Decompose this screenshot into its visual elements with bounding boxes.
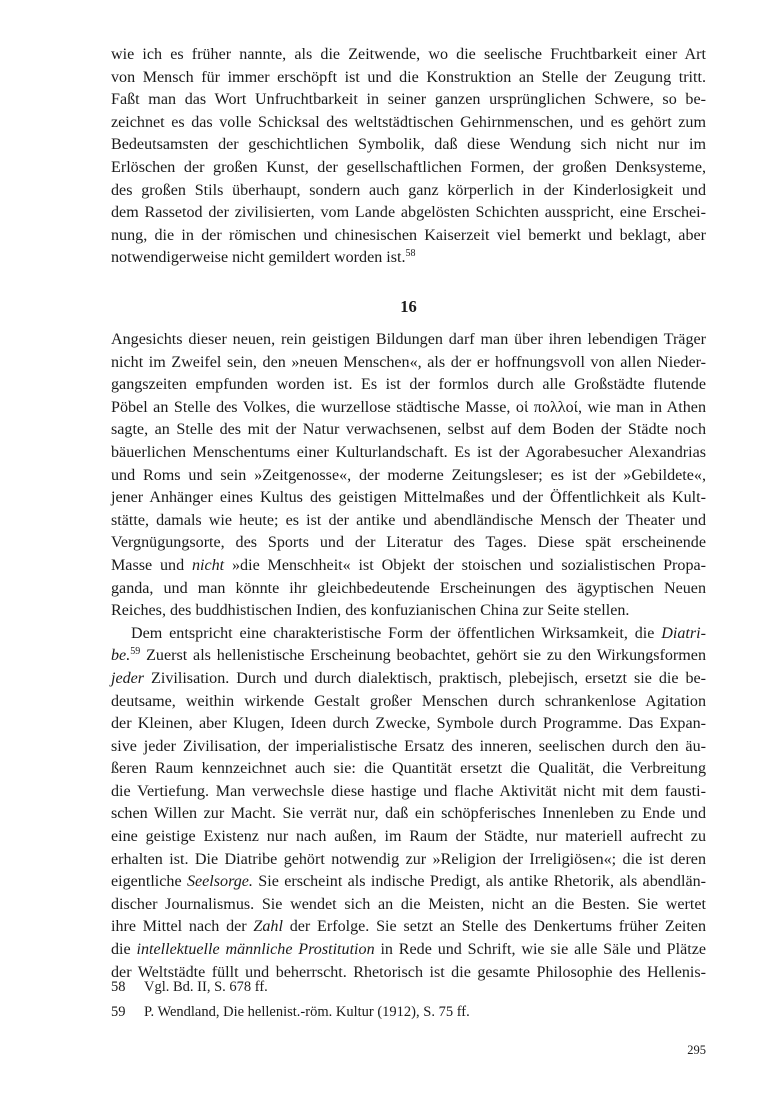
text-line: sagte, an Stelle des mit der Natur verwachsenen, selbst auf dem Boden der Städte noch [111, 421, 706, 439]
text-line [111, 871, 706, 894]
footnote-58 [111, 975, 706, 1000]
text-line [111, 939, 706, 962]
text-span: Zivilisation. Durch und durch dialektisch, praktisch, plebejisch, ersetzt sie die be- [144, 669, 706, 687]
page-number: 295 [687, 1043, 706, 1057]
text-line [111, 668, 706, 691]
text-line: Angesichts dieser neuen, rein geistigen Bildungen darf man über ihren lebendigen Träger [111, 331, 706, 348]
text-line [111, 916, 706, 939]
text-span: Zuerst als hellenistische Erscheinung beobachtet, gehört sie zu den Wirkungsformen [140, 647, 706, 665]
text-line: der Kleinen, aber Klugen, Ideen durch Zwecke, Symbole durch Programme. Das Expan- [111, 715, 706, 733]
text-line [111, 623, 706, 646]
paragraph-continued [111, 44, 706, 270]
footnote-ref-58[interactable]: 58 [405, 248, 416, 260]
text-line: Bedeutsamsten der geschichtlichen Symbolik, daß diese Wendung sich nicht nur im [111, 136, 706, 154]
text-line [111, 247, 706, 270]
text-span: »die Menschheit« ist Objekt der stoischen und sozialistischen Propa- [224, 556, 706, 574]
footnote-59 [111, 1000, 706, 1025]
text-line: eine geistige Existenz nur nach außen, im Raum der Städte, nur materiell aufrecht zu [111, 828, 706, 846]
section-heading: 16 [400, 297, 417, 316]
text-line: jener Anhänger eines Kultus des geistigen Mittelmaßes und der Öffentlichkeit als Kult- [111, 489, 706, 507]
text-line: erhalten ist. Die Diatribe gehört notwendig zur »Religion der Irreligiösen«; die ist deren [111, 850, 706, 868]
text-line: wie ich es früher nannte, als die Zeitwende, wo die seelische Fruchtbarkeit einer Art [111, 46, 706, 63]
text-line: des großen Stils überhaupt, sondern auch ganz körperlich in der Kinderlosigkeit und [111, 181, 706, 199]
text-span: die [111, 941, 137, 959]
text-line: der Weltstädte füllt und beherrscht. Rhetorisch ist die gesamte Philosophie des Hellenis- [111, 963, 706, 981]
footnote-text: Vgl. Bd. II, S. 678 ff. [144, 979, 268, 995]
text-span: eigentliche [111, 873, 187, 891]
text-line: Pöbel an Stelle des Volkes, die wurzellose städtische Masse, οἱ πολλοί, wie man in Athen [111, 398, 706, 416]
emphasis-text: Zahl [253, 918, 283, 936]
text-line: und Roms und sein »Zeitgenosse«, der moderne Zeitungsleser; es ist der »Gebildete«, [111, 466, 706, 484]
text-line: Faßt man das Wort Unfruchtbarkeit in seiner ganzen ursprünglichen Schwere, so be- [111, 91, 706, 109]
text-line: discher Journalismus. Sie wendet sich an die Meisten, nicht an die Besten. Sie wertet [111, 895, 706, 913]
text-line: bäuerlichen Menschentums einer Kulturlandschaft. Es ist der Agorabesucher Alexandrias [111, 443, 706, 461]
text-line: von Mensch für immer erschöpft ist und die Konstruktion an Stelle der Zeugung tritt. [111, 68, 706, 86]
text-line: nicht im Zweifel sein, den »neuen Menschen«, als der er hoffnungsvoll von allen Nieder- [111, 353, 706, 371]
text-line: zeichnet es das volle Schicksal des weltstädtischen Gehirnmenschen, und es gehört zum [111, 113, 706, 131]
text-line: Vergnügungsorte, des Sports und der Literatur des Tages. Diese spät erscheinende [111, 534, 706, 552]
emphasis-text: Diatri- [661, 624, 706, 642]
emphasis-text: intellektuelle männliche Prostitution [136, 941, 375, 959]
text-line: Erlöschen der großen Kunst, der gesellschaftlichen Formen, der großen Denksysteme, [111, 158, 706, 176]
emphasis-text: Seelsorge. [186, 873, 253, 891]
text-line: stätte, damals wie heute; es ist der antike und abendländische Mensch der Theater und [111, 511, 706, 529]
text-span: ihre Mittel nach der [111, 918, 254, 936]
text-line: gangszeiten empfunden worden ist. Es ist der formlos durch alle Großstädte flutende [111, 376, 706, 394]
footnote-number: 58 [111, 979, 126, 995]
text-span: Dem entspricht eine charakteristische Form der öffentlichen Wirksamkeit, die [131, 624, 662, 642]
text-line: nung, die in der römischen und chinesischen Kaiserzeit viel bemerkt und beklagt, aber [111, 226, 706, 244]
emphasis-text: jeder [111, 669, 145, 687]
footnotes [111, 975, 706, 1025]
text-line: sive jeder Zivilisation, der imperialistische Ersatz des inneren, seelischen durch den äu- [111, 737, 706, 755]
text-span: notwendigerweise nicht gemildert worden ist. [111, 249, 406, 267]
emphasis-text: nicht [191, 556, 225, 574]
footnote-text: P. Wendland, Die hellenist.-röm. Kultur (1912), S. 75 ff. [144, 1004, 470, 1020]
footnote-ref-59[interactable]: 59 [130, 646, 141, 658]
text-line [111, 555, 706, 578]
text-span: Masse und [111, 556, 192, 574]
text-span: in Rede und Schrift, wie sie alle Säle und Plätze [374, 941, 707, 959]
emphasis-text: be. [111, 647, 131, 665]
text-line [111, 645, 706, 668]
footnote-number: 59 [111, 1004, 126, 1020]
text-line: Reiches, des buddhistischen Indien, des konfuzianischen China zur Seite stellen. [111, 602, 630, 620]
text-line: deutsame, weithin wirkende Gestalt großer Menschen durch schrankenlose Agitation [111, 692, 706, 710]
text-span: Sie erscheint als indische Predigt, als antike Rhetorik, als abendlän- [252, 873, 707, 891]
text-line: dem Rassetod der zivilisierten, vom Lande abgelösten Schichten ausspricht, eine Erschei- [111, 204, 706, 222]
text-span: der Erfolge. Sie setzt an Stelle des Denkertums früher Zeiten [282, 918, 706, 936]
section-body [111, 329, 706, 984]
text-line: ganda, und man könnte ihr gleichbedeutende Erscheinungen des ägyptischen Neuen [111, 579, 706, 597]
text-line: die Vertiefung. Man verwechsle diese hastige und flache Aktivität nicht mit dem fausti- [111, 782, 706, 800]
text-line: schen Willen zur Macht. Sie verrät nur, daß ein schöpferisches Innenleben zu Ende und [111, 805, 706, 823]
text-line: ßeren Raum kennzeichnet auch sie: die Quantität ersetzt die Qualität, die Verbreitung [111, 760, 706, 778]
